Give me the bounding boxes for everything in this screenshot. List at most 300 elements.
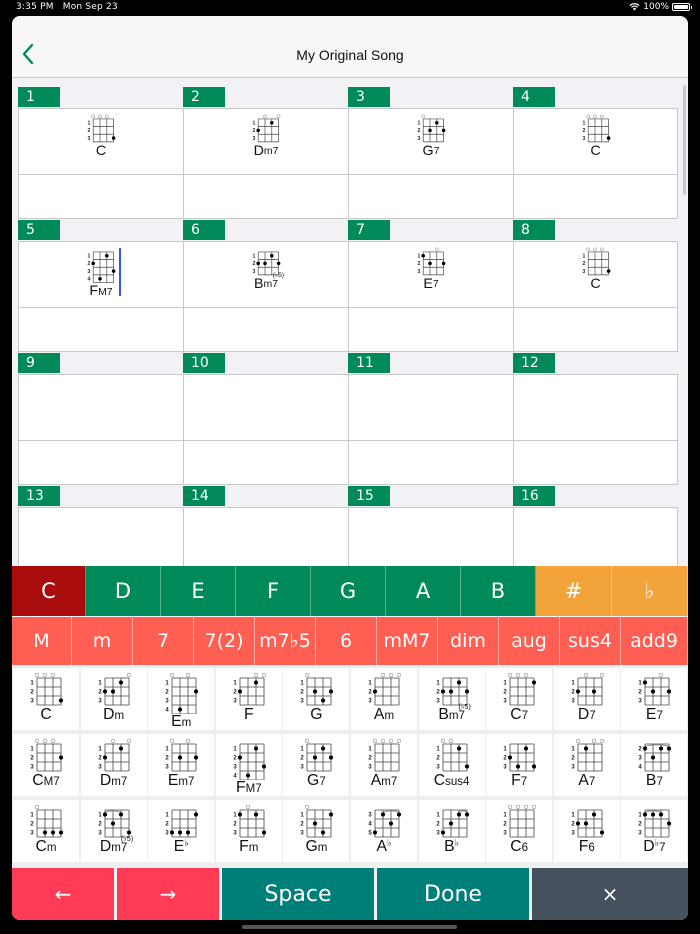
chord-diagram-icon [413,113,449,144]
chord-type-button[interactable]: mM7 [377,617,438,665]
chord-suffix: M7 [245,783,262,796]
measure-chord[interactable] [184,246,348,291]
chord-root: A [376,838,388,855]
chord-suffix: 7 [656,710,663,723]
chord-name [254,144,279,158]
chord-name [253,271,284,292]
palette-chord-f6[interactable] [554,800,620,862]
space-button-label: Space [264,881,332,907]
measure-number[interactable]: 3 [348,87,390,107]
svg-text:2: 2 [87,261,91,268]
measure-chord[interactable] [19,246,183,299]
measure-divider [184,307,348,308]
root-button-flat[interactable]: ♭ [612,566,688,616]
palette-chord-dm7[interactable] [81,734,147,796]
svg-text:1: 1 [503,680,507,687]
chord-name [305,839,327,855]
svg-text:2: 2 [571,821,575,828]
chord-suffix: 7 [433,146,440,158]
svg-text:1: 1 [233,812,237,819]
status-time: 3:35 PM [16,2,54,12]
svg-text:1: 1 [503,746,507,753]
chord-diagram-icon [566,803,608,839]
chord-root: G [305,838,318,855]
chord-name [590,277,600,291]
chord-accidental: ♭ [454,838,460,849]
chord-diagram-icon [431,737,473,773]
chord-diagram-icon [25,737,67,773]
svg-text:3: 3 [435,830,440,837]
svg-text:3: 3 [233,764,237,771]
root-button-g[interactable]: G [311,566,386,616]
palette-chord-am7[interactable] [351,734,417,796]
svg-text:2: 2 [368,755,372,762]
svg-text:3: 3 [417,135,421,142]
app-window [12,16,688,920]
svg-text:3: 3 [252,268,256,275]
measure-box[interactable] [18,108,183,219]
root-button-d[interactable]: D [86,566,161,616]
measure-divider [349,440,513,441]
chord-type-button[interactable]: M [12,617,72,665]
measure-divider [184,440,348,441]
measure-box[interactable] [348,108,513,219]
svg-text:1: 1 [435,812,440,819]
cursor-right-button[interactable] [117,868,219,920]
chord-diagram-icon [228,803,270,839]
chord-name [438,702,471,723]
chord-name [434,773,470,789]
svg-text:2: 2 [233,821,237,828]
chord-root: F [578,838,589,855]
palette-chord-c[interactable] [13,668,79,730]
page-title: My Original Song [296,47,404,63]
svg-text:2: 2 [368,689,372,696]
svg-text:2: 2 [87,128,91,135]
svg-text:2: 2 [30,821,34,828]
measure-chord[interactable] [514,113,677,158]
measure-box[interactable] [348,241,513,352]
measure-chord[interactable] [184,113,348,158]
svg-text:2: 2 [300,821,305,828]
palette-chord-dm[interactable] [81,668,147,730]
svg-text:1: 1 [368,746,372,753]
chord-suffix: 6 [521,842,529,855]
cursor-left-button[interactable] [12,868,114,920]
svg-text:2: 2 [252,261,256,268]
chord-root: E [173,838,185,855]
root-button-a[interactable]: A [386,566,461,616]
chord-suffix: 7 [659,842,666,855]
chord-name [174,839,189,855]
measure-box[interactable] [513,108,678,219]
chord-name [103,707,124,723]
chord-diagram-icon [566,671,608,707]
chord-root: G [310,706,323,723]
svg-text:3: 3 [368,764,372,771]
svg-text:3: 3 [87,268,91,275]
chord-type-button[interactable]: add9 [621,617,688,665]
palette-chord-f7[interactable] [486,734,552,796]
measure-box[interactable] [183,507,348,567]
chord-root: D [99,772,112,789]
svg-text:1: 1 [300,812,305,819]
chord-diagram-icon [228,671,270,707]
palette-chord-c7[interactable] [486,668,552,730]
measure-number[interactable]: 9 [18,353,60,373]
measure-box[interactable] [18,374,183,485]
chord-name [99,834,134,855]
done-button-label: Done [424,881,482,907]
chord-root: C [590,275,601,292]
measure-number[interactable]: 6 [183,220,225,240]
chord-suffix: m [384,710,395,723]
scrollbar[interactable] [683,85,686,195]
svg-text:2: 2 [97,755,102,762]
measure-number[interactable]: 1 [18,87,60,107]
chord-name [578,773,595,789]
chord-root: B [438,706,449,723]
chord-root: C [433,772,446,789]
svg-text:2: 2 [233,755,237,762]
wifi-icon [629,3,640,11]
measure-number[interactable]: 11 [348,353,390,373]
chord-name [423,144,440,158]
palette-chord-c6[interactable] [486,800,552,862]
measure-divider [349,307,513,308]
palette-chord-gm[interactable] [283,800,349,862]
svg-text:1: 1 [503,812,507,819]
svg-text:2: 2 [30,755,34,762]
svg-text:1: 1 [87,253,91,260]
measure-number[interactable]: 4 [513,87,555,107]
svg-text:2: 2 [435,821,440,828]
chord-suffix: 7 [319,776,326,789]
measure-number[interactable]: 16 [513,486,555,506]
space-button[interactable] [222,868,374,920]
svg-text:3: 3 [435,698,440,705]
chord-name [168,773,195,789]
chord-name [171,714,191,730]
chord-palette [12,666,688,866]
measure-number[interactable]: 12 [513,353,555,373]
chord-type-button[interactable]: 7(2) [194,617,255,665]
svg-text:1: 1 [582,120,586,127]
chord-accidental: ♭ [184,838,189,849]
palette-chord-e7[interactable] [621,668,687,730]
measure-grid[interactable] [12,79,688,567]
svg-text:3: 3 [417,268,421,275]
svg-text:2: 2 [503,689,507,696]
palette-chord-am[interactable] [351,668,417,730]
svg-text:2: 2 [97,689,102,696]
svg-text:3: 3 [503,830,507,837]
svg-text:2: 2 [417,261,421,268]
chord-root: B [444,838,455,855]
palette-chord-g[interactable] [283,668,349,730]
measure-box[interactable] [183,241,348,352]
measure-box[interactable] [513,241,678,352]
svg-text:1: 1 [435,746,440,753]
svg-text:3: 3 [30,698,34,705]
chord-type-button[interactable]: sus4 [560,617,621,665]
svg-text:3: 3 [571,698,575,705]
svg-text:3: 3 [300,698,305,705]
svg-text:4: 4 [165,707,169,714]
measure-chord[interactable] [514,246,677,291]
svg-text:3: 3 [165,698,169,705]
delete-button[interactable] [532,868,688,920]
measure-number[interactable]: 5 [18,220,60,240]
chord-root: E [167,772,179,789]
chord-type-button[interactable]: dim [438,617,499,665]
chord-root: C [510,706,522,723]
measure-number[interactable]: 13 [18,486,60,506]
measure-chord[interactable] [19,113,183,158]
measure-divider [184,174,348,175]
chord-accidental: ♭ [654,838,660,849]
chord-diagram-icon [295,671,337,707]
palette-chord-fm7[interactable] [216,734,282,796]
chord-root: G [307,772,320,789]
chord-superscript: (♭5) [272,271,284,279]
svg-text:1: 1 [638,812,643,819]
svg-text:3: 3 [300,830,305,837]
chord-name [578,707,596,723]
palette-chord-g7[interactable] [283,734,349,796]
chord-diagram-icon [160,671,202,714]
svg-text:1: 1 [435,680,440,687]
measure-divider [349,174,513,175]
measure-divider [514,440,677,441]
palette-chord-bm7b5[interactable] [419,668,485,730]
status-date: Mon Sep 23 [62,2,118,12]
palette-chord-cm[interactable] [13,800,79,862]
svg-text:4: 4 [87,276,91,283]
arrow-right-icon: → [159,882,177,906]
palette-chord-em[interactable] [148,668,214,730]
chord-type-button[interactable]: 7 [133,617,194,665]
svg-text:2: 2 [97,821,102,828]
svg-text:4: 4 [233,773,237,780]
chord-suffix: m [114,710,125,723]
svg-text:3: 3 [638,698,643,705]
chord-root: B [645,772,657,789]
svg-text:4: 4 [638,764,643,771]
palette-chord-bb[interactable] [419,800,485,862]
chord-root: C [35,838,47,855]
measure-box[interactable] [348,507,513,567]
svg-text:1: 1 [252,120,256,127]
chord-name [423,277,438,291]
svg-text:2: 2 [165,689,169,696]
svg-text:3: 3 [503,764,507,771]
svg-text:2: 2 [417,128,421,135]
chord-root: E [645,706,657,723]
chord-type-button[interactable]: m [72,617,133,665]
chord-diagram-icon [578,113,614,144]
svg-text:2: 2 [300,755,305,762]
done-button[interactable] [377,868,529,920]
palette-chord-cm7[interactable] [13,734,79,796]
svg-text:1: 1 [571,746,575,753]
chord-suffix: m7 [263,279,278,291]
measure-chord[interactable] [349,113,513,158]
measure-box[interactable] [513,507,678,567]
chord-diagram-icon [83,113,119,144]
measure-divider [514,174,677,175]
svg-text:3: 3 [638,755,643,762]
svg-text:1: 1 [165,746,169,753]
svg-text:2: 2 [571,755,575,762]
chord-root: F [239,838,249,855]
chord-suffix: m [46,842,57,855]
svg-text:1: 1 [417,120,421,127]
chord-diagram-icon [25,671,67,707]
measure-box[interactable] [183,108,348,219]
palette-chord-fm[interactable] [216,800,282,862]
palette-chord-f[interactable] [216,668,282,730]
chord-diagram-icon [498,737,540,773]
measure-number[interactable]: 10 [183,353,225,373]
measure-number[interactable]: 7 [348,220,390,240]
chord-name [239,839,258,855]
measure-box[interactable] [183,374,348,485]
svg-text:2: 2 [165,755,169,762]
chord-name [100,773,127,789]
chord-suffix: M7 [43,776,60,789]
svg-text:1: 1 [417,253,421,260]
chord-suffix: m [181,717,192,730]
svg-text:1: 1 [300,680,305,687]
palette-chord-a7[interactable] [554,734,620,796]
chord-root: E [171,713,182,731]
svg-text:1: 1 [233,746,237,753]
svg-text:3: 3 [368,698,372,705]
svg-text:1: 1 [165,680,169,687]
svg-text:2: 2 [435,689,440,696]
svg-text:3: 3 [30,830,34,837]
svg-text:3: 3 [97,698,102,705]
palette-chord-em7[interactable] [148,734,214,796]
svg-text:1: 1 [165,812,169,819]
chord-diagram-icon [578,246,614,277]
chord-diagram-icon [498,671,540,707]
measure-box[interactable] [18,241,183,352]
svg-text:3: 3 [97,764,102,771]
chord-name [371,773,398,789]
svg-text:2: 2 [503,821,507,828]
chord-suffix: 7 [588,776,596,789]
measure-number[interactable]: 15 [348,486,390,506]
chord-suffix: m7 [381,776,398,789]
action-bar [12,868,688,920]
svg-text:3: 3 [300,764,305,771]
palette-chord-csus4[interactable] [419,734,485,796]
root-button-c[interactable]: C [12,566,86,616]
chord-root: B [253,275,264,292]
chord-diagram-icon [25,803,67,839]
svg-text:1: 1 [582,253,586,260]
chord-type-button[interactable]: m7♭5 [255,617,316,665]
palette-chord-ab[interactable] [351,800,417,862]
palette-chord-eb[interactable] [148,800,214,862]
chord-suffix: 7 [432,279,439,291]
chord-diagram-icon [160,737,202,773]
chord-type-button[interactable]: aug [499,617,560,665]
palette-chord-d7[interactable] [554,668,620,730]
chord-name [32,773,59,789]
svg-text:3: 3 [503,698,507,705]
svg-text:2: 2 [638,821,643,828]
measure-box[interactable] [18,507,183,567]
measure-number[interactable]: 2 [183,87,225,107]
svg-text:1: 1 [97,812,102,819]
palette-chord-db7[interactable] [621,800,687,862]
chord-type-button[interactable]: 6 [316,617,377,665]
chord-diagram-icon [633,737,675,773]
svg-text:3: 3 [571,830,575,837]
svg-text:1: 1 [252,253,256,260]
svg-text:3: 3 [571,764,575,771]
measure-box[interactable] [513,374,678,485]
chord-suffix: sus4 [445,776,470,789]
chord-root: A [578,772,589,789]
svg-text:3: 3 [252,135,256,142]
svg-text:2: 2 [30,689,34,696]
svg-text:2: 2 [571,689,575,696]
chord-root: A [370,772,382,789]
chord-root: F [89,283,99,300]
chord-diagram-icon [295,737,337,773]
home-indicator[interactable] [242,925,457,929]
close-icon: × [601,882,619,906]
chord-name [646,707,663,723]
svg-text:3: 3 [435,764,440,771]
svg-text:3: 3 [97,830,102,837]
chord-name [377,839,392,855]
svg-text:1: 1 [571,812,575,819]
palette-chord-b7[interactable] [621,734,687,796]
measure-number[interactable]: 14 [183,486,225,506]
chord-root: F [511,772,521,789]
measure-box[interactable] [348,374,513,485]
svg-text:1: 1 [233,680,237,687]
chord-diagram-icon [633,803,675,839]
chord-diagram-icon [363,671,405,707]
chord-accidental: ♭ [387,838,392,849]
measure-chord[interactable] [349,246,513,291]
chord-diagram-icon [93,737,135,773]
chord-name [40,707,51,723]
svg-text:1: 1 [30,812,34,819]
chord-diagram-icon [566,737,608,773]
root-button-b[interactable]: B [461,566,536,616]
palette-chord-dm7b5[interactable] [81,800,147,862]
svg-text:2: 2 [300,689,305,696]
root-button-sharp[interactable]: # [536,566,612,616]
root-button-f[interactable]: F [236,566,311,616]
measure-number[interactable]: 8 [513,220,555,240]
chord-root: C [32,772,44,789]
measure-divider [19,174,183,175]
chord-root: C [40,706,52,723]
chord-root: C [510,838,522,855]
chord-name [579,839,595,855]
chord-root: G [422,142,434,159]
svg-text:1: 1 [30,746,34,753]
root-button-e[interactable]: E [161,566,236,616]
